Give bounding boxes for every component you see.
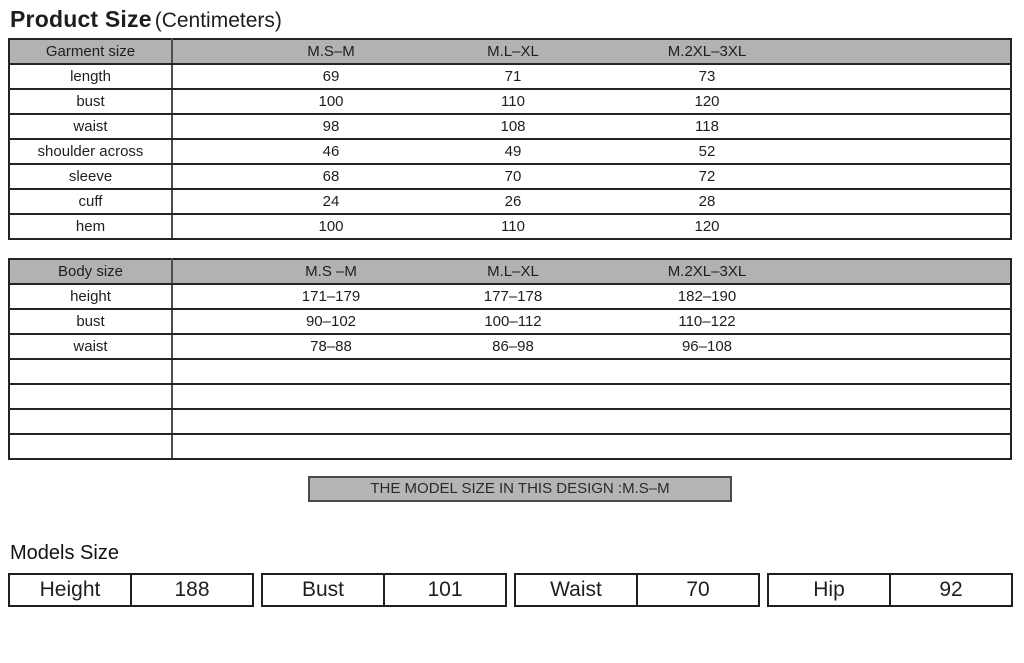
- row-label: height: [9, 284, 172, 309]
- filler-cell: [812, 384, 1011, 409]
- spacer-cell: [172, 259, 238, 284]
- model-metric-value: 101: [427, 578, 463, 601]
- model-metric-value: 92: [939, 578, 963, 601]
- cell-value: 110–122: [602, 309, 812, 334]
- column-header-lxl: M.L–XL: [424, 39, 602, 64]
- filler-cell: [812, 359, 1011, 384]
- models-size-box-height: [8, 573, 254, 607]
- column-header-2xl3xl: M.2XL–3XL: [602, 259, 812, 284]
- empty-row: [9, 434, 1011, 459]
- page-title-main: Product Size: [10, 6, 152, 32]
- spacer-cell: [172, 384, 238, 409]
- filler-cell: [812, 334, 1011, 359]
- cell-value: 110: [424, 214, 602, 239]
- cell-value: 90–102: [238, 309, 424, 334]
- models-size-heading: Models Size: [10, 542, 119, 564]
- garment-header-row: [9, 39, 1011, 64]
- filler-cell: [812, 114, 1011, 139]
- models-size-row: [8, 573, 1013, 607]
- table-row-cuff: [9, 189, 1011, 214]
- empty-row: [9, 409, 1011, 434]
- cell-value: 86–98: [424, 334, 602, 359]
- cell-value: 78–88: [238, 334, 424, 359]
- spacer-cell: [172, 114, 238, 139]
- cell-value: 52: [602, 139, 812, 164]
- models-size-box-waist: [514, 573, 760, 607]
- cell-value: 118: [602, 114, 812, 139]
- filler-cell: [812, 39, 1011, 64]
- body-size-table: [8, 258, 1012, 460]
- cell-value: [424, 409, 602, 434]
- row-label: [9, 384, 172, 409]
- row-label: length: [9, 64, 172, 89]
- model-metric-label: Bust: [263, 575, 385, 605]
- table-row-hem: [9, 214, 1011, 239]
- cell-value: [238, 384, 424, 409]
- garment-size-table: [8, 38, 1012, 240]
- column-header-lxl: M.L–XL: [424, 259, 602, 284]
- cell-value: [602, 359, 812, 384]
- row-label: sleeve: [9, 164, 172, 189]
- filler-cell: [812, 409, 1011, 434]
- cell-value: 100: [238, 214, 424, 239]
- page-title-unit: (Centimeters): [154, 9, 282, 32]
- cell-value: [424, 384, 602, 409]
- empty-row: [9, 384, 1011, 409]
- table-row-height: [9, 284, 1011, 309]
- table-row-bust: [9, 89, 1011, 114]
- body-corner-cell: Body size: [9, 259, 172, 284]
- cell-value: 100–112: [424, 309, 602, 334]
- cell-value: 108: [424, 114, 602, 139]
- cell-value: [424, 434, 602, 459]
- cell-value: 26: [424, 189, 602, 214]
- row-label: [9, 434, 172, 459]
- cell-value: 98: [238, 114, 424, 139]
- row-label: [9, 409, 172, 434]
- cell-value: 171–179: [238, 284, 424, 309]
- column-header-2xl3xl: M.2XL–3XL: [602, 39, 812, 64]
- cell-value: 182–190: [602, 284, 812, 309]
- cell-value: [238, 409, 424, 434]
- cell-value: [424, 359, 602, 384]
- cell-value: 110: [424, 89, 602, 114]
- row-label: waist: [9, 114, 172, 139]
- cell-value: 24: [238, 189, 424, 214]
- row-label: hem: [9, 214, 172, 239]
- row-label: bust: [9, 309, 172, 334]
- page-title: [10, 6, 282, 33]
- table-row-sleeve: [9, 164, 1011, 189]
- spacer-cell: [172, 359, 238, 384]
- cell-value: 100: [238, 89, 424, 114]
- model-metric-label: Waist: [516, 575, 638, 605]
- models-size-box-hip: [767, 573, 1013, 607]
- body-header-row: [9, 259, 1011, 284]
- cell-value: 120: [602, 89, 812, 114]
- filler-cell: [812, 139, 1011, 164]
- spacer-cell: [172, 284, 238, 309]
- row-label: shoulder across: [9, 139, 172, 164]
- table-row-shoulder: [9, 139, 1011, 164]
- model-size-banner: THE MODEL SIZE IN THIS DESIGN :M.S–M: [308, 476, 732, 502]
- cell-value: 69: [238, 64, 424, 89]
- cell-value: 96–108: [602, 334, 812, 359]
- cell-value: [238, 434, 424, 459]
- model-metric-value: 188: [174, 578, 210, 601]
- empty-row: [9, 359, 1011, 384]
- column-header-sm: M.S–M: [238, 39, 424, 64]
- garment-corner-cell: Garment size: [9, 39, 172, 64]
- cell-value: 73: [602, 64, 812, 89]
- cell-value: [602, 409, 812, 434]
- cell-value: 46: [238, 139, 424, 164]
- filler-cell: [812, 284, 1011, 309]
- cell-value: 68: [238, 164, 424, 189]
- table-row-waist: [9, 334, 1011, 359]
- cell-value: 70: [424, 164, 602, 189]
- spacer-cell: [172, 189, 238, 214]
- column-header-sm: M.S –M: [238, 259, 424, 284]
- filler-cell: [812, 259, 1011, 284]
- cell-value: 72: [602, 164, 812, 189]
- spacer-cell: [172, 89, 238, 114]
- model-metric-value: 70: [686, 578, 710, 601]
- spacer-cell: [172, 434, 238, 459]
- spacer-cell: [172, 139, 238, 164]
- cell-value: 71: [424, 64, 602, 89]
- models-size-box-bust: [261, 573, 507, 607]
- cell-value: [238, 359, 424, 384]
- table-row-bust: [9, 309, 1011, 334]
- cell-value: 49: [424, 139, 602, 164]
- model-metric-label: Hip: [769, 575, 891, 605]
- spacer-cell: [172, 214, 238, 239]
- model-metric-label: Height: [10, 575, 132, 605]
- filler-cell: [812, 164, 1011, 189]
- table-row-waist: [9, 114, 1011, 139]
- filler-cell: [812, 89, 1011, 114]
- filler-cell: [812, 189, 1011, 214]
- row-label: [9, 359, 172, 384]
- spacer-cell: [172, 409, 238, 434]
- cell-value: [602, 434, 812, 459]
- cell-value: 120: [602, 214, 812, 239]
- spacer-cell: [172, 64, 238, 89]
- filler-cell: [812, 214, 1011, 239]
- cell-value: 28: [602, 189, 812, 214]
- table-row-length: [9, 64, 1011, 89]
- filler-cell: [812, 64, 1011, 89]
- spacer-cell: [172, 164, 238, 189]
- cell-value: 177–178: [424, 284, 602, 309]
- row-label: waist: [9, 334, 172, 359]
- spacer-cell: [172, 309, 238, 334]
- spacer-cell: [172, 39, 238, 64]
- spacer-cell: [172, 334, 238, 359]
- filler-cell: [812, 434, 1011, 459]
- row-label: bust: [9, 89, 172, 114]
- filler-cell: [812, 309, 1011, 334]
- row-label: cuff: [9, 189, 172, 214]
- cell-value: [602, 384, 812, 409]
